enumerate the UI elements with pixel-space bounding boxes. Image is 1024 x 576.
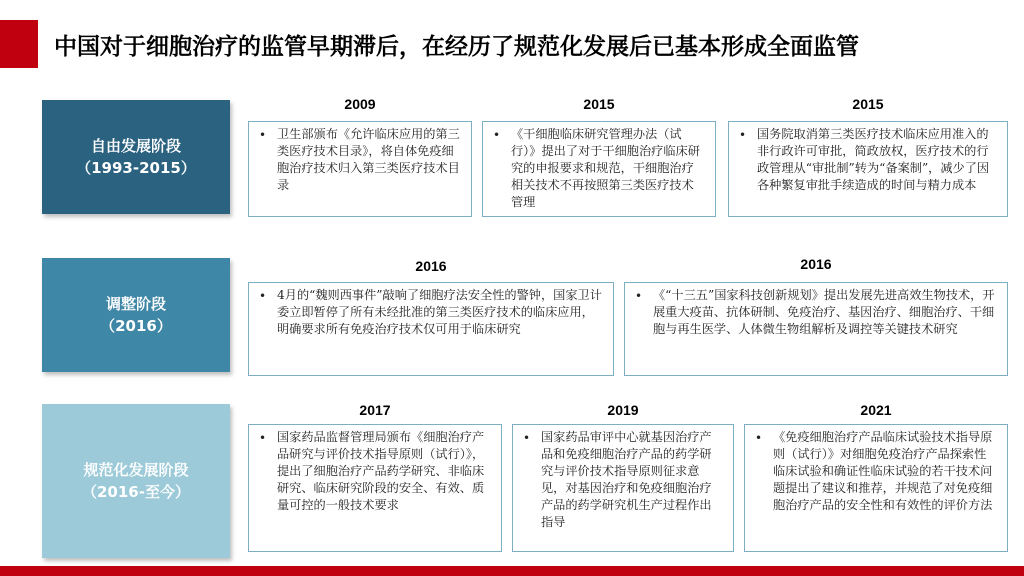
policy-text: 国家药品审评中心就基因治疗产品和免疫细胞治疗产品的药学研究与评价技术指导原则征求意见，对基因治疗和免疫细胞治疗产品的药学研究机生产过程作出指导 — [541, 430, 712, 529]
bullet-icon: • — [739, 128, 747, 142]
footer-accent-bar — [0, 566, 1024, 576]
policy-card — [248, 282, 614, 376]
policy-text: 国家药品监督管理局颁布《细胞治疗产品研究与评价技术指导原则（试行）》，提出了细胞治疗产品药学研究、非临床研究、临床研究阶段的安全、有效、质量可控的一般技术要求 — [277, 430, 485, 512]
policy-card — [482, 121, 716, 217]
stage-box-adjustment — [42, 258, 230, 372]
policy-text: 《免疫细胞治疗产品临床试验技术指导原则（试行）》对细胞免疫治疗产品探索性临床试验和确证性临床试验的若干技术问题提出了建议和推荐，并规范了对免疫细胞治疗产品的安全性和有效性的评价方法 — [773, 430, 993, 512]
stage-name: 调整阶段 — [105, 295, 166, 313]
stage-name: 自由发展阶段 — [90, 137, 181, 155]
timeline-year: 2019 — [607, 402, 639, 418]
stage-period: （2016-至今） — [82, 483, 190, 501]
bullet-icon: • — [493, 128, 501, 142]
policy-card — [744, 424, 1008, 552]
stage-period: （1993-2015） — [76, 159, 196, 177]
policy-card — [248, 424, 502, 552]
stage-box-standardization — [42, 404, 230, 558]
timeline-year: 2016 — [800, 256, 832, 272]
timeline-year: 2017 — [359, 402, 391, 418]
policy-card — [624, 282, 1008, 376]
timeline-year: 2009 — [344, 96, 376, 112]
page-title: 中国对于细胞治疗的监管早期滞后，在经历了规范化发展后已基本形成全面监管 — [54, 34, 859, 60]
timeline-year: 2016 — [415, 258, 447, 274]
bullet-icon: • — [755, 431, 763, 445]
timeline-year: 2021 — [860, 402, 892, 418]
stage-box-free-development — [42, 100, 230, 214]
policy-text: 《“十三五”国家科技创新规划》提出发展先进高效生物技术，开展重大疫苗、抗体研制、免疫治疗、基因治疗、细胞治疗、干细胞与再生医学、人体微生物组解析及调控等关键技术研究 — [653, 288, 995, 336]
stage-name: 规范化发展阶段 — [83, 461, 189, 479]
timeline-year: 2015 — [583, 96, 615, 112]
policy-text: 4月的“魏则西事件”敲响了细胞疗法安全性的警钟，国家卫计委立即暂停了所有未经批准的第三类医疗技术的临床应用，明确要求所有免疫治疗技术仅可用于临床研究 — [277, 288, 602, 336]
policy-text: 国务院取消第三类医疗技术临床应用准入的非行政许可审批，简政放权，医疗技术的行政管理从“审批制”转为“备案制”，减少了因各种繁复审批手续造成的时间与精力成本 — [757, 127, 990, 192]
policy-card — [248, 121, 472, 217]
bullet-icon: • — [259, 289, 267, 303]
bullet-icon: • — [259, 431, 267, 445]
stage-period: （2016） — [100, 317, 172, 335]
bullet-icon: • — [523, 431, 531, 445]
policy-card — [728, 121, 1008, 217]
bullet-icon: • — [259, 128, 267, 142]
policy-text: 《干细胞临床研究管理办法（试行）》提出了对于干细胞治疗临床研究的申报要求和规范，干细胞治疗相关技术不再按照第三类医疗技术管理 — [511, 127, 700, 209]
policy-card — [512, 424, 734, 552]
bullet-icon: • — [635, 289, 643, 303]
policy-text: 卫生部颁布《允许临床应用的第三类医疗技术目录》，将自体免疫细胞治疗技术归入第三类医疗技术目录 — [277, 127, 460, 192]
title-accent-bar — [0, 20, 38, 68]
timeline-year: 2015 — [852, 96, 884, 112]
